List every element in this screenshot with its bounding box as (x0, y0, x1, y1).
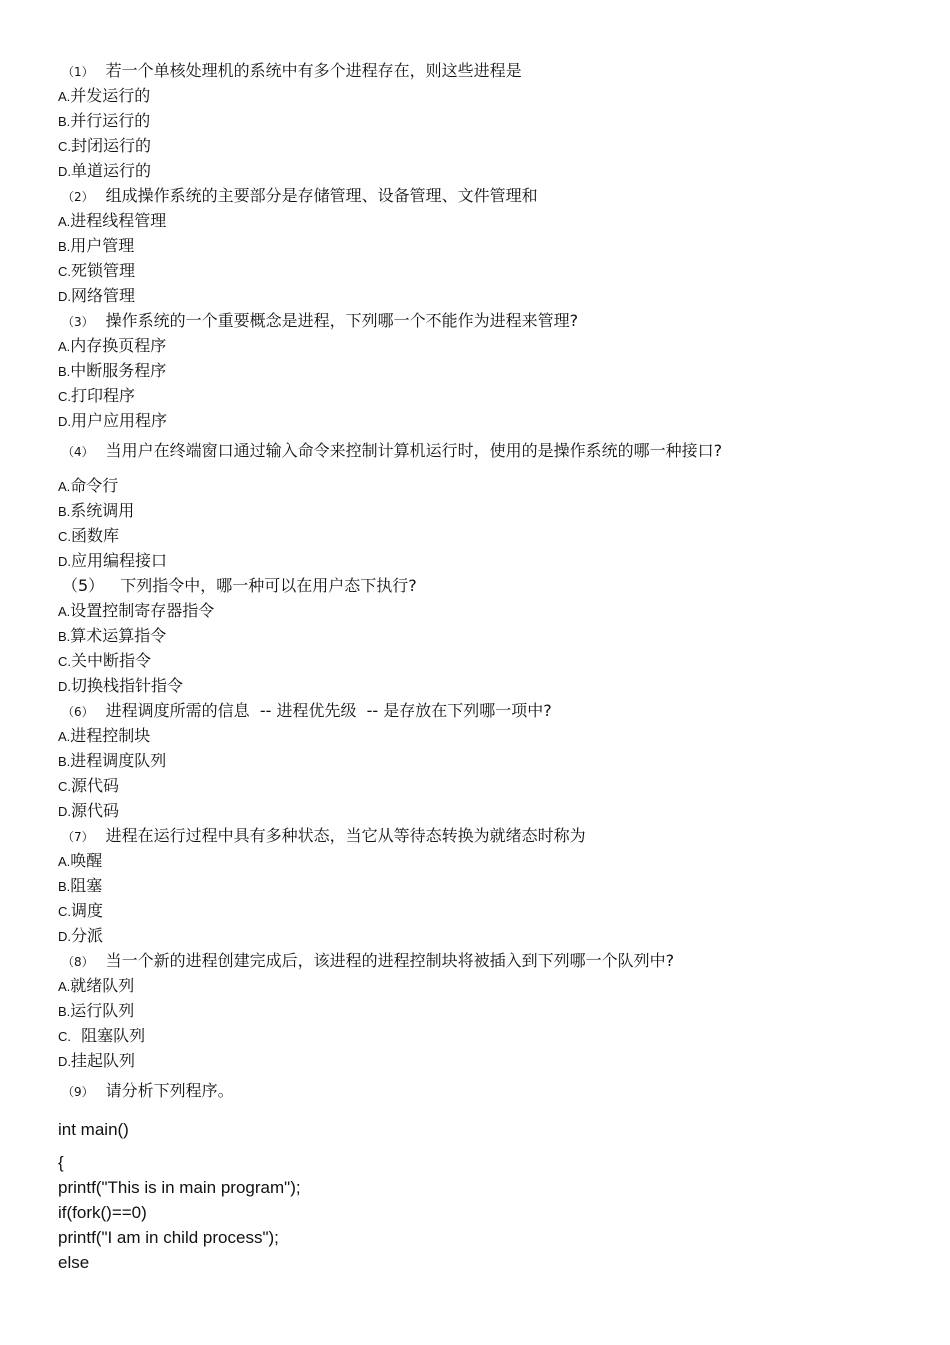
question-text: 当用户在终端窗口通过输入命令来控制计算机运行时，使用的是操作系统的哪一种接口? (105, 441, 723, 460)
option-b: B.运行队列 (58, 1001, 135, 1020)
question-number: （2） (62, 190, 94, 204)
question-text: 下列指令中，哪一种可以在用户态下执行? (120, 576, 417, 595)
option-d: D.应用编程接口 (58, 551, 168, 570)
option-d: D.网络管理 (58, 286, 136, 305)
option-a: A.命令行 (58, 476, 119, 495)
option-a: A.内存换页程序 (58, 336, 167, 355)
option-b: B.算术运算指令 (58, 626, 167, 645)
code-line: printf("This is in main program"); (58, 1178, 301, 1197)
option-a: A.就绪队列 (58, 976, 135, 995)
question-number: （5） (62, 576, 105, 595)
code-line: if(fork()==0) (58, 1203, 147, 1222)
option-d: D.用户应用程序 (58, 411, 168, 430)
code-block (58, 1117, 918, 1275)
option-a: A.进程线程管理 (58, 211, 167, 230)
option-c: C.打印程序 (58, 386, 136, 405)
question-text: 当一个新的进程创建完成后，该进程的进程控制块将被插入到下列哪一个队列中? (105, 951, 675, 970)
option-c: C.封闭运行的 (58, 136, 152, 155)
code-line: { (58, 1153, 64, 1172)
question-7 (58, 823, 918, 848)
code-line: else (58, 1253, 90, 1272)
question-2 (58, 183, 918, 208)
question-text: 进程在运行过程中具有多种状态，当它从等待态转换为就绪态时称为 (105, 826, 586, 845)
question-3 (58, 308, 918, 333)
option-a: A.唤醒 (58, 851, 103, 870)
question-number: （4） (62, 445, 94, 459)
question-number: （7） (62, 830, 94, 844)
option-a: A.设置控制寄存器指令 (58, 601, 215, 620)
question-number: （6） (62, 705, 94, 719)
option-d: D.挂起队列 (58, 1051, 136, 1070)
option-b: B.阻塞 (58, 876, 103, 895)
option-c: C.调度 (58, 901, 104, 920)
question-4 (58, 433, 918, 469)
question-6 (58, 698, 918, 723)
option-d: D.单道运行的 (58, 161, 152, 180)
option-c: C.函数库 (58, 526, 120, 545)
question-text: 请分析下列程序。 (105, 1081, 234, 1100)
question-number: （9） (62, 1085, 94, 1099)
question-number: （8） (62, 955, 94, 969)
option-d: D.切换栈指针指令 (58, 676, 184, 695)
question-text: 操作系统的一个重要概念是进程，下列哪一个不能作为进程来管理? (105, 311, 579, 330)
question-number: （1） (62, 65, 94, 79)
option-a: A.并发运行的 (58, 86, 151, 105)
question-text: 组成操作系统的主要部分是存储管理、设备管理、文件管理和 (105, 186, 538, 205)
option-c: C.死锁管理 (58, 261, 136, 280)
code-line: printf("I am in child process"); (58, 1228, 279, 1247)
option-b: B.用户管理 (58, 236, 135, 255)
document-page (58, 58, 918, 1275)
option-d: D.源代码 (58, 801, 120, 820)
option-c: C. 阻塞队列 (58, 1026, 146, 1045)
option-c: C.关中断指令 (58, 651, 152, 670)
option-b: B.进程调度队列 (58, 751, 167, 770)
question-text: 进程调度所需的信息 -- 进程优先级 -- 是存放在下列哪一项中? (105, 701, 552, 720)
option-b: B.中断服务程序 (58, 361, 167, 380)
question-number: （3） (62, 315, 94, 329)
question-8 (58, 948, 918, 973)
option-a: A.进程控制块 (58, 726, 151, 745)
question-1 (58, 58, 918, 83)
code-line: int main() (58, 1120, 129, 1139)
option-d: D.分派 (58, 926, 104, 945)
question-text: 若一个单核处理机的系统中有多个进程存在，则这些进程是 (105, 61, 522, 80)
question-9 (58, 1073, 918, 1109)
option-c: C.源代码 (58, 776, 120, 795)
question-5 (58, 573, 918, 598)
option-b: B.系统调用 (58, 501, 135, 520)
option-b: B.并行运行的 (58, 111, 151, 130)
